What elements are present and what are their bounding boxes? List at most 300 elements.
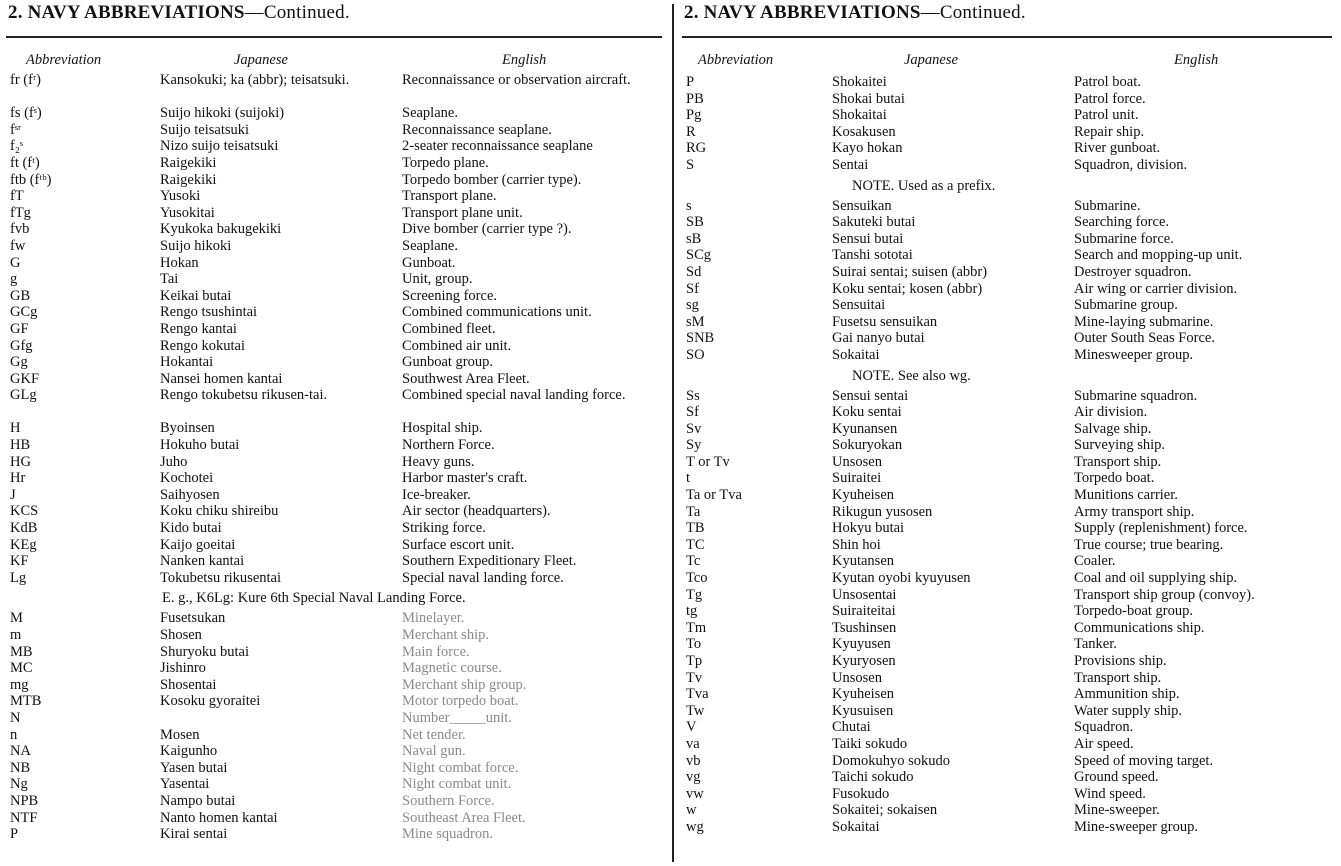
abbreviation-cell: tg: [686, 603, 698, 620]
note-line: [682, 364, 1337, 388]
note-text: E. g., K6Lg: Kure 6th Special Naval Landing Force.: [162, 590, 466, 607]
table-row: [682, 587, 1337, 604]
abbreviation-cell: NA: [10, 743, 31, 760]
right-column: [682, 0, 1337, 866]
abbreviation-cell: m: [10, 627, 22, 643]
abbreviation-cell: Gfg: [10, 337, 33, 354]
abbreviation-cell: sM: [686, 313, 705, 330]
abbreviation-cell: PB: [686, 90, 704, 107]
japanese-cell: Kaigunho: [160, 743, 218, 760]
english-cell: Combined fleet.: [402, 320, 496, 337]
table-row: [682, 214, 1337, 231]
abbreviation-cell: f₂ˢ: [10, 138, 23, 155]
japanese-cell: Rikugun yusosen: [832, 503, 933, 520]
abbreviation-cell: Sf: [686, 280, 699, 297]
english-cell: Ground speed.: [1074, 769, 1159, 786]
english-cell: Air speed.: [1074, 735, 1134, 752]
english-cell: Submarine squadron.: [1074, 387, 1198, 404]
header-english: English: [502, 52, 547, 68]
japanese-cell: Sentai: [832, 156, 869, 173]
english-cell: Special naval landing force.: [402, 569, 564, 586]
abbreviation-cell: P: [686, 74, 695, 90]
japanese-cell: Byoinsen: [160, 420, 215, 437]
table-row: [6, 72, 666, 105]
abbreviation-cell: SO: [686, 346, 705, 363]
table-row: [682, 314, 1337, 331]
english-cell: Squadron, division.: [1074, 156, 1188, 173]
table-row: [682, 107, 1337, 124]
table-row: [6, 710, 666, 727]
table-row: [682, 487, 1337, 504]
table-row: [6, 503, 666, 520]
abbreviation-cell: Ng: [10, 776, 28, 793]
english-cell: Merchant ship.: [402, 627, 489, 643]
english-cell: Northern Force.: [402, 437, 495, 454]
english-cell: Provisions ship.: [1074, 653, 1167, 669]
table-row: [682, 347, 1337, 364]
japanese-cell: Sensuikan: [832, 197, 892, 214]
header-abbreviation: Abbreviation: [26, 52, 102, 68]
english-cell: Mine squadron.: [402, 826, 494, 843]
table-row: [682, 140, 1337, 157]
japanese-cell: Sensui butai: [832, 230, 904, 247]
english-cell: Number_____unit.: [402, 709, 512, 726]
abbreviation-cell: Pg: [686, 107, 702, 124]
english-cell: Minesweeper group.: [1074, 346, 1194, 363]
table-row: [682, 570, 1337, 587]
table-row: [682, 264, 1337, 281]
abbreviation-cell: mg: [10, 676, 29, 693]
japanese-cell: Kyuheisen: [832, 686, 895, 703]
japanese-cell: Hokuho butai: [160, 437, 240, 454]
abbreviation-cell: MTB: [10, 693, 42, 710]
japanese-cell: Kido butai: [160, 520, 222, 537]
abbreviation-cell: sB: [686, 230, 702, 247]
japanese-cell: Yusoki: [160, 188, 201, 205]
table-row: [682, 297, 1337, 314]
english-cell: Seaplane.: [402, 237, 458, 254]
table-row: [682, 388, 1337, 405]
table-row: [6, 743, 666, 760]
table-row: [682, 537, 1337, 554]
table-row: [682, 454, 1337, 471]
table-row: [6, 677, 666, 694]
abbreviation-cell: g: [10, 271, 18, 288]
abbreviation-cell: Ta or Tva: [686, 487, 742, 504]
japanese-cell: Raigekiki: [160, 171, 217, 188]
abbreviation-cell: KdB: [10, 520, 38, 537]
note-text: NOTE. Used as a prefix.: [852, 177, 996, 194]
table-row: [6, 371, 666, 388]
japanese-cell: Kaijo goeitai: [160, 536, 236, 553]
japanese-cell: Rengo kokutai: [160, 337, 245, 354]
abbreviation-cell: NTF: [10, 809, 38, 826]
english-cell: Outer South Seas Force.: [1074, 330, 1215, 347]
english-cell: Mine-sweeper group.: [1074, 818, 1199, 835]
abbreviation-cell: sg: [686, 297, 699, 314]
english-cell: Transport ship.: [1074, 669, 1162, 686]
abbreviation-cell: Ss: [686, 387, 700, 404]
japanese-cell: Suijo teisatsuki: [160, 121, 250, 138]
japanese-cell: Yasen butai: [160, 759, 228, 776]
abbreviation-cell: fTg: [10, 204, 31, 221]
japanese-cell: Koku sentai: [832, 404, 902, 421]
table-row: [682, 636, 1337, 653]
japanese-cell: Suirai sentai; suisen (abbr): [832, 263, 988, 280]
english-cell: Submarine force.: [1074, 230, 1174, 247]
table-row: [682, 437, 1337, 454]
table-row: [682, 802, 1337, 819]
abbreviation-cell: Sf: [686, 404, 699, 421]
japanese-cell: Sokuryokan: [832, 437, 903, 454]
english-cell: River gunboat.: [1074, 140, 1161, 157]
table-row: [6, 255, 666, 272]
page-title-left: 2. NAVY ABBREVIATIONS—Continued.: [8, 2, 350, 23]
table-row: [6, 826, 666, 843]
table-row: [682, 719, 1337, 736]
abbreviation-cell: HB: [10, 437, 31, 454]
table-row: [6, 221, 666, 238]
english-cell: Torpedo-boat group.: [1074, 603, 1193, 620]
english-cell: Hospital ship.: [402, 420, 483, 437]
abbreviation-cell: fT: [10, 188, 24, 205]
english-cell: Heavy guns.: [402, 453, 475, 470]
japanese-cell: Sokaitei; sokaisen: [832, 802, 938, 819]
abbreviation-cell: n: [10, 726, 18, 743]
table-row: [682, 504, 1337, 521]
abbreviation-cell: SNB: [686, 330, 715, 347]
english-cell: Patrol unit.: [1074, 107, 1139, 124]
japanese-cell: Suiraitei: [832, 470, 882, 487]
abbreviation-cell: KEg: [10, 536, 37, 553]
japanese-cell: Jishinro: [160, 660, 206, 677]
english-cell: Transport ship.: [1074, 453, 1162, 470]
english-cell: Southwest Area Fleet.: [402, 370, 530, 387]
abbreviation-cell: Gg: [10, 354, 28, 371]
english-cell: Transport plane unit.: [402, 204, 523, 221]
english-cell: Water supply ship.: [1074, 702, 1182, 719]
japanese-cell: Kansokuki; ka (abbr); teisatsuki.: [160, 72, 350, 88]
english-cell: Motor torpedo boat.: [402, 693, 519, 710]
japanese-cell: Koku sentai; kosen (abbr): [832, 280, 983, 297]
table-row: [682, 769, 1337, 786]
english-cell: Submarine group.: [1074, 297, 1178, 314]
english-cell: Combined special naval landing force.: [402, 387, 626, 404]
title-rule-right: [682, 36, 1332, 38]
abbreviation-cell: Tg: [686, 586, 703, 603]
left-column: [6, 0, 666, 866]
japanese-cell: Nizo suijo teisatsuki: [160, 138, 279, 155]
japanese-cell: Unsosen: [832, 453, 882, 470]
japanese-cell: Saihyosen: [160, 486, 220, 503]
table-row: [6, 122, 666, 139]
table-row: [6, 338, 666, 355]
abbreviation-cell: N: [10, 709, 21, 726]
table-row: [682, 281, 1337, 298]
english-cell: Air division.: [1074, 404, 1148, 421]
abbreviation-cell: GLg: [10, 387, 37, 404]
english-cell: Surface escort unit.: [402, 536, 515, 553]
table-row: [6, 454, 666, 471]
japanese-cell: Kyutansen: [832, 553, 895, 570]
english-cell: Army transport ship.: [1074, 503, 1195, 520]
abbreviation-cell: RG: [686, 140, 707, 157]
english-cell: Gunboat group.: [402, 354, 494, 371]
abbreviation-cell: Ta: [686, 503, 701, 520]
abbreviation-cell: NB: [10, 759, 31, 776]
japanese-cell: Nanto homen kantai: [160, 809, 278, 826]
japanese-cell: Taiki sokudo: [832, 735, 908, 752]
table-row: [6, 205, 666, 222]
english-cell: Reconnaissance seaplane.: [402, 121, 552, 138]
table-row: [6, 793, 666, 810]
japanese-cell: Shosen: [160, 627, 202, 643]
abbreviation-cell: t: [686, 470, 691, 487]
english-cell: Wind speed.: [1074, 785, 1146, 802]
table-row: [6, 138, 666, 155]
english-cell: Night combat force.: [402, 759, 519, 776]
abbreviation-cell: va: [686, 735, 700, 752]
table-row: [6, 387, 666, 420]
japanese-cell: Shokaitai: [832, 107, 887, 124]
abbreviation-cell: fw: [10, 237, 26, 254]
table-row: [6, 553, 666, 570]
abbreviation-cell: Tco: [686, 570, 708, 587]
japanese-cell: Kyuheisen: [832, 487, 895, 504]
english-cell: Gunboat.: [402, 254, 456, 271]
table-row: [6, 760, 666, 777]
table-row: [6, 470, 666, 487]
header-abbreviation: Abbreviation: [698, 52, 774, 68]
japanese-cell: Kosoku gyoraitei: [160, 693, 261, 710]
table-row: [682, 470, 1337, 487]
japanese-cell: Shosentai: [160, 676, 217, 693]
table-row: [6, 776, 666, 793]
table-row: [682, 553, 1337, 570]
english-cell: Net tender.: [402, 726, 466, 743]
table-row: [682, 686, 1337, 703]
abbreviation-table-right: [682, 74, 1337, 836]
table-row: [682, 786, 1337, 803]
english-cell: Combined air unit.: [402, 337, 512, 354]
table-row: [682, 91, 1337, 108]
japanese-cell: Tsushinsen: [832, 619, 897, 636]
abbreviation-cell: NPB: [10, 792, 39, 809]
japanese-cell: Hokantai: [160, 354, 214, 371]
japanese-cell: Kyuyusen: [832, 636, 891, 653]
abbreviation-cell: SB: [686, 214, 704, 231]
table-row: [6, 570, 666, 587]
table-row: [682, 753, 1337, 770]
table-row: [6, 437, 666, 454]
abbreviation-cell: GCg: [10, 304, 38, 321]
english-cell: Transport ship group (convoy).: [1074, 586, 1255, 603]
japanese-cell: Kyuryosen: [832, 653, 896, 669]
english-cell: Patrol force.: [1074, 90, 1146, 107]
table-row: [682, 124, 1337, 141]
english-cell: Surveying ship.: [1074, 437, 1166, 454]
japanese-cell: Shokaitei: [832, 74, 887, 90]
abbreviation-cell: To: [686, 636, 702, 653]
abbreviation-cell: Tva: [686, 686, 709, 703]
table-row: [6, 354, 666, 371]
japanese-cell: Mosen: [160, 726, 200, 743]
japanese-cell: Kyukoka bakugekiki: [160, 221, 282, 238]
abbreviation-cell: wg: [686, 818, 704, 835]
table-row: [6, 693, 666, 710]
english-cell: Torpedo boat.: [1074, 470, 1155, 487]
japanese-cell: Raigekiki: [160, 154, 217, 171]
english-cell: Merchant ship group.: [402, 676, 527, 693]
header-english: English: [1174, 52, 1219, 68]
japanese-cell: Kyusuisen: [832, 702, 894, 719]
japanese-cell: Koku chiku shireibu: [160, 503, 279, 520]
japanese-cell: Keikai butai: [160, 287, 232, 304]
table-row: [6, 627, 666, 644]
japanese-cell: Shin hoi: [832, 536, 881, 553]
japanese-cell: Rengo tokubetsu rikusen-tai.: [160, 387, 328, 404]
japanese-cell: Sokaitai: [832, 346, 880, 363]
abbreviation-cell: V: [686, 719, 697, 736]
japanese-cell: Tokubetsu rikusentai: [160, 569, 282, 586]
table-row: [6, 660, 666, 677]
japanese-cell: Tai: [160, 271, 179, 288]
table-row: [6, 487, 666, 504]
japanese-cell: Gai nanyo butai: [832, 330, 925, 347]
abbreviation-cell: P: [10, 826, 19, 843]
japanese-cell: Unsosen: [832, 669, 882, 686]
english-cell: Magnetic course.: [402, 660, 502, 677]
english-cell: Squadron.: [1074, 719, 1134, 736]
table-row: [682, 157, 1337, 174]
abbreviation-table-left: [6, 72, 666, 843]
abbreviation-cell: Sv: [686, 420, 702, 437]
english-cell: Mine-laying submarine.: [1074, 313, 1214, 330]
japanese-cell: Fusokudo: [832, 785, 890, 802]
japanese-cell: Unsosentai: [832, 586, 897, 603]
abbreviation-cell: J: [10, 486, 16, 503]
table-row: [682, 198, 1337, 215]
english-cell: Combined communications unit.: [402, 304, 592, 321]
japanese-cell: Kosakusen: [832, 123, 896, 140]
english-cell: Air sector (headquarters).: [402, 503, 551, 520]
japanese-cell: Tanshi sototai: [832, 247, 913, 264]
english-cell: Southern Force.: [402, 792, 495, 809]
english-cell: Patrol boat.: [1074, 74, 1141, 90]
abbreviation-cell: vw: [686, 785, 704, 802]
japanese-cell: Yusokitai: [160, 204, 215, 221]
english-cell: 2-seater reconnaissance seaplane: [402, 138, 593, 155]
japanese-cell: Kirai sentai: [160, 826, 228, 843]
japanese-cell: Yasentai: [160, 776, 210, 793]
abbreviation-cell: Tm: [686, 619, 707, 636]
english-cell: Torpedo bomber (carrier type).: [402, 171, 582, 188]
abbreviation-cell: fr (fʳ): [10, 72, 41, 88]
english-cell: Tanker.: [1074, 636, 1117, 653]
column-headers-left: [6, 52, 666, 70]
english-cell: Coal and oil supplying ship.: [1074, 570, 1238, 587]
table-row: [682, 819, 1337, 836]
table-row: [682, 603, 1337, 620]
english-cell: Munitions carrier.: [1074, 487, 1178, 504]
japanese-cell: Nampo butai: [160, 792, 236, 809]
japanese-cell: Fusetsu sensuikan: [832, 313, 938, 330]
japanese-cell: Kyutan oyobi kyuyusen: [832, 570, 971, 587]
japanese-cell: Sensuitai: [832, 297, 886, 314]
english-cell: Repair ship.: [1074, 123, 1145, 140]
abbreviation-cell: MB: [10, 643, 33, 660]
abbreviation-cell: M: [10, 610, 23, 627]
note-line: [682, 174, 1337, 198]
note-line: [6, 586, 666, 610]
english-cell: Communications ship.: [1074, 619, 1205, 636]
english-cell: Air wing or carrier division.: [1074, 280, 1238, 297]
table-row: [6, 188, 666, 205]
abbreviation-cell: TC: [686, 536, 705, 553]
abbreviation-cell: GF: [10, 320, 29, 337]
english-cell: Main force.: [402, 643, 470, 660]
abbreviation-cell: fs (fˢ): [10, 105, 42, 122]
english-cell: Salvage ship.: [1074, 420, 1152, 437]
japanese-cell: Kayo hokan: [832, 140, 903, 157]
japanese-cell: Taichi sokudo: [832, 769, 914, 786]
english-cell: Speed of moving target.: [1074, 752, 1214, 769]
english-cell: Naval gun.: [402, 743, 466, 760]
table-row: [682, 736, 1337, 753]
english-cell: Reconnaissance or observation aircraft.: [402, 72, 631, 88]
japanese-cell: Rengo kantai: [160, 320, 237, 337]
japanese-cell: Kochotei: [160, 470, 214, 487]
note-text: NOTE. See also wg.: [852, 367, 971, 384]
japanese-cell: Suijo hikoki: [160, 237, 232, 254]
abbreviation-cell: fvb: [10, 221, 30, 238]
english-cell: Search and mopping-up unit.: [1074, 247, 1243, 264]
page-title-right: 2. NAVY ABBREVIATIONS—Continued.: [684, 2, 1026, 23]
abbreviation-cell: G: [10, 254, 21, 271]
table-row: [682, 74, 1337, 91]
abbreviation-cell: Sd: [686, 263, 702, 280]
table-row: [6, 172, 666, 189]
english-cell: Searching force.: [1074, 214, 1170, 231]
table-row: [682, 330, 1337, 347]
english-cell: Dive bomber (carrier type ?).: [402, 221, 572, 238]
english-cell: Harbor master's craft.: [402, 470, 528, 487]
table-row: [6, 644, 666, 661]
japanese-cell: Rengo tsushintai: [160, 304, 258, 321]
table-row: [6, 727, 666, 744]
table-row: [6, 155, 666, 172]
japanese-cell: Shokai butai: [832, 90, 905, 107]
english-cell: Supply (replenishment) force.: [1074, 520, 1248, 537]
table-row: [6, 321, 666, 338]
abbreviation-cell: Tw: [686, 702, 705, 719]
japanese-cell: Juho: [160, 453, 188, 470]
table-row: [682, 231, 1337, 248]
header-japanese: Japanese: [234, 52, 288, 68]
header-japanese: Japanese: [904, 52, 958, 68]
japanese-cell: Shuryoku butai: [160, 643, 250, 660]
table-row: [6, 238, 666, 255]
japanese-cell: Sokaitai: [832, 818, 880, 835]
japanese-cell: Hokyu butai: [832, 520, 905, 537]
abbreviation-cell: fˢʳ: [10, 121, 22, 138]
abbreviation-cell: GKF: [10, 370, 40, 387]
english-cell: Striking force.: [402, 520, 486, 537]
abbreviation-cell: s: [686, 197, 692, 214]
table-row: [682, 247, 1337, 264]
english-cell: Submarine.: [1074, 197, 1141, 214]
abbreviation-cell: HG: [10, 453, 31, 470]
